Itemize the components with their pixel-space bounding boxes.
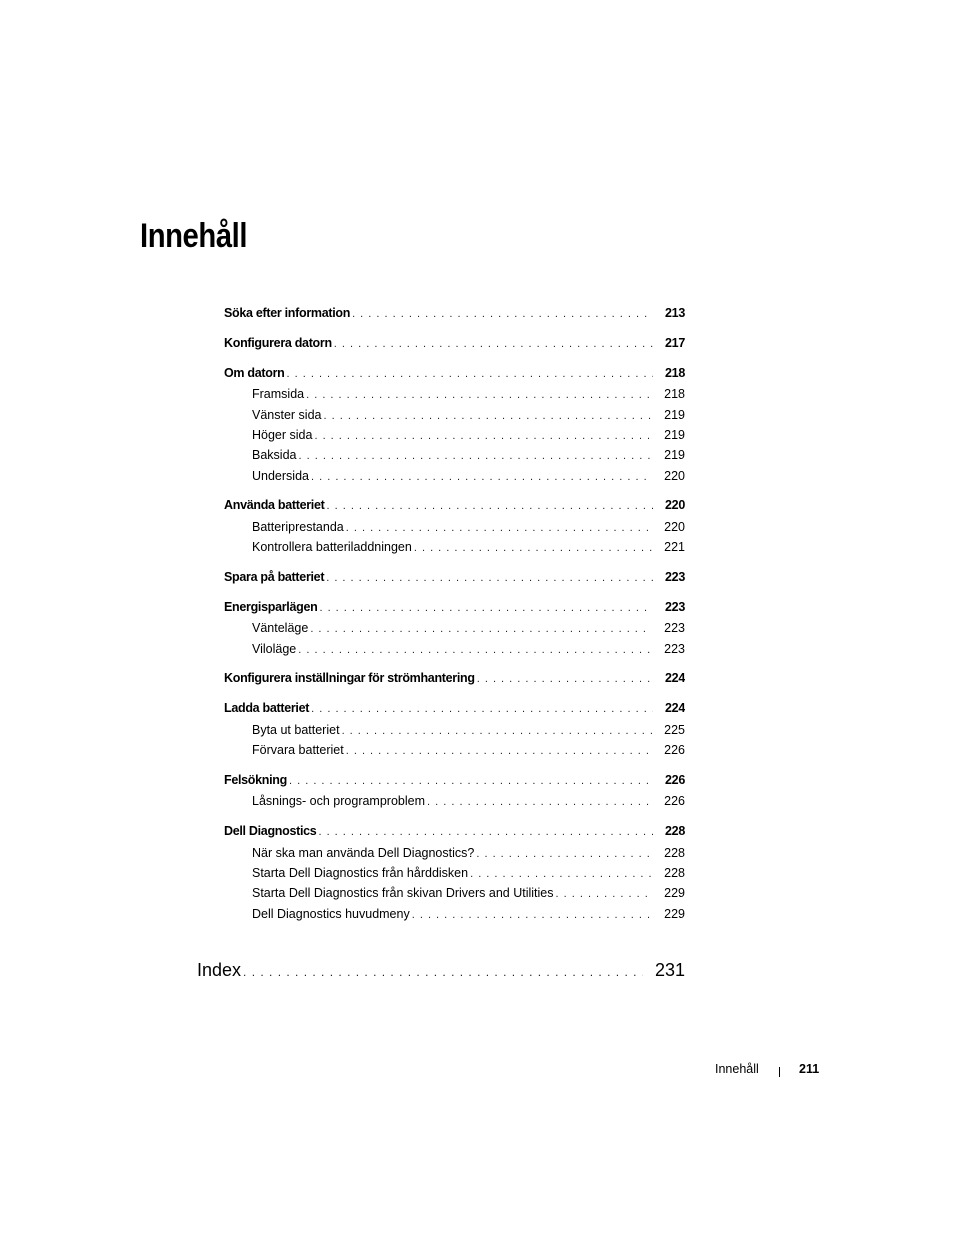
dot-leader [287, 772, 653, 789]
dot-leader [340, 722, 653, 739]
dot-leader [332, 335, 653, 352]
toc-entry[interactable] [224, 496, 685, 514]
toc-entry-page: 219 [664, 408, 685, 422]
toc-subentry[interactable] [252, 721, 685, 739]
toc-entry-page: 228 [664, 846, 685, 860]
toc-entry-title: Byta ut batteriet [252, 723, 340, 737]
dot-leader [312, 427, 652, 444]
dot-leader [554, 885, 653, 902]
toc-subentry[interactable] [252, 884, 685, 902]
page-title: Innehåll [140, 217, 248, 255]
dot-leader [308, 620, 652, 637]
toc-entry[interactable] [224, 669, 685, 687]
toc-entry-title: Ladda batteriet [224, 701, 310, 715]
toc-entry-page: 219 [664, 448, 685, 462]
dot-leader [344, 519, 652, 536]
toc-entry-page: 220 [664, 469, 685, 483]
dot-leader [410, 906, 652, 923]
toc-subentry[interactable] [252, 426, 685, 444]
toc-index-entry[interactable] [197, 958, 685, 982]
toc-index-page: 231 [654, 960, 685, 980]
toc-entry-page: 219 [664, 428, 685, 442]
footer-section-label: Innehåll [715, 1062, 759, 1076]
toc-entry-title: Baksida [252, 448, 297, 462]
dot-leader [321, 407, 652, 424]
dot-leader [474, 845, 652, 862]
dot-leader [309, 700, 653, 717]
dot-leader [296, 447, 652, 464]
toc-entry[interactable] [224, 699, 685, 717]
toc-entry-title: Vänteläge [252, 621, 309, 635]
toc-subentry[interactable] [252, 640, 685, 658]
toc-entry-title: Dell Diagnostics huvudmeny [252, 907, 410, 921]
toc-entry-title: När ska man använda Dell Diagnostics? [252, 846, 475, 860]
toc-subentry[interactable] [252, 619, 685, 637]
dot-leader [296, 641, 652, 658]
toc-entry-page: 224 [665, 701, 685, 715]
dot-leader [304, 386, 652, 403]
toc-entry-title: Använda batteriet [224, 498, 325, 512]
toc-entry-title: Framsida [252, 387, 305, 401]
toc-entry-page: 226 [665, 773, 685, 787]
toc-entry-title: Spara på batteriet [224, 570, 325, 584]
toc-subentry[interactable] [252, 518, 685, 536]
toc-entry-title: Starta Dell Diagnostics från hårddisken [252, 866, 469, 880]
dot-leader [412, 539, 652, 556]
toc-entry[interactable] [224, 771, 685, 789]
toc-entry-page: 223 [664, 642, 685, 656]
dot-leader [316, 823, 653, 840]
toc-entry[interactable] [224, 568, 685, 586]
toc-subentry[interactable] [252, 446, 685, 464]
toc-entry[interactable] [224, 334, 685, 352]
toc-entry-page: 229 [664, 886, 685, 900]
toc-subentry[interactable] [252, 792, 685, 810]
footer-divider [779, 1067, 780, 1077]
toc-subentry[interactable] [252, 538, 685, 556]
dot-leader [317, 599, 653, 616]
toc-entry-page: 223 [665, 600, 685, 614]
toc-entry-page: 225 [664, 723, 685, 737]
toc-subentry[interactable] [252, 864, 685, 882]
toc-subentry[interactable] [252, 467, 685, 485]
toc-entry-title: Kontrollera batteriladdningen [252, 540, 412, 554]
toc-entry-title: Om datorn [224, 366, 285, 380]
dot-leader [344, 742, 652, 759]
toc-entry[interactable] [224, 304, 685, 322]
toc-entry-title: Konfigurera datorn [224, 336, 332, 350]
toc-entry[interactable] [224, 598, 685, 616]
toc-entry-page: 220 [665, 498, 685, 512]
dot-leader [324, 497, 653, 514]
toc-entry-page: 226 [664, 743, 685, 757]
toc-entry-title: Starta Dell Diagnostics från skivan Drivers and Utilities [252, 886, 554, 900]
toc-entry[interactable] [224, 822, 685, 840]
toc-entry-page: 226 [664, 794, 685, 808]
toc-entry-title: Felsökning [224, 773, 287, 787]
toc-entry-page: 213 [665, 306, 685, 320]
toc-entry-title: Höger sida [252, 428, 313, 442]
toc-entry-title: Förvara batteriet [252, 743, 344, 757]
toc-entry-title: Viloläge [252, 642, 297, 656]
toc-entry-page: 220 [664, 520, 685, 534]
toc-entry-page: 224 [665, 671, 685, 685]
toc-entry-title: Batteriprestanda [252, 520, 344, 534]
dot-leader [285, 365, 654, 382]
toc-subentry[interactable] [252, 741, 685, 759]
dot-leader [468, 865, 652, 882]
dot-leader [350, 305, 653, 322]
footer-page-number: 211 [799, 1062, 820, 1076]
toc-entry-page: 223 [665, 570, 685, 584]
toc-entry-page: 218 [664, 387, 685, 401]
toc-entry-page: 228 [665, 824, 685, 838]
toc-entry-page: 217 [665, 336, 685, 350]
dot-leader [309, 468, 652, 485]
dot-leader [475, 670, 653, 687]
dot-leader [324, 569, 653, 586]
toc-entry-title: Dell Diagnostics [224, 824, 317, 838]
dot-leader [241, 960, 643, 982]
toc-subentry[interactable] [252, 905, 685, 923]
toc-entry-page: 221 [664, 540, 685, 554]
toc-entry-page: 229 [664, 907, 685, 921]
dot-leader [425, 793, 652, 810]
toc-entry-title: Konfigurera inställningar för strömhantering [224, 671, 475, 685]
toc-index-title: Index [197, 960, 242, 980]
toc-entry-title: Söka efter information [224, 306, 351, 320]
toc-entry-page: 218 [665, 366, 685, 380]
toc-entry[interactable] [224, 364, 685, 382]
toc-entry-title: Undersida [252, 469, 309, 483]
toc-entry-title: Låsnings- och programproblem [252, 794, 426, 808]
toc-subentry[interactable] [252, 385, 685, 403]
toc-entry-page: 223 [664, 621, 685, 635]
toc-entry-title: Vänster sida [252, 408, 322, 422]
toc-entry-title: Energisparlägen [224, 600, 318, 614]
toc-subentry[interactable] [252, 406, 685, 424]
toc-subentry[interactable] [252, 844, 685, 862]
toc-entry-page: 228 [664, 866, 685, 880]
